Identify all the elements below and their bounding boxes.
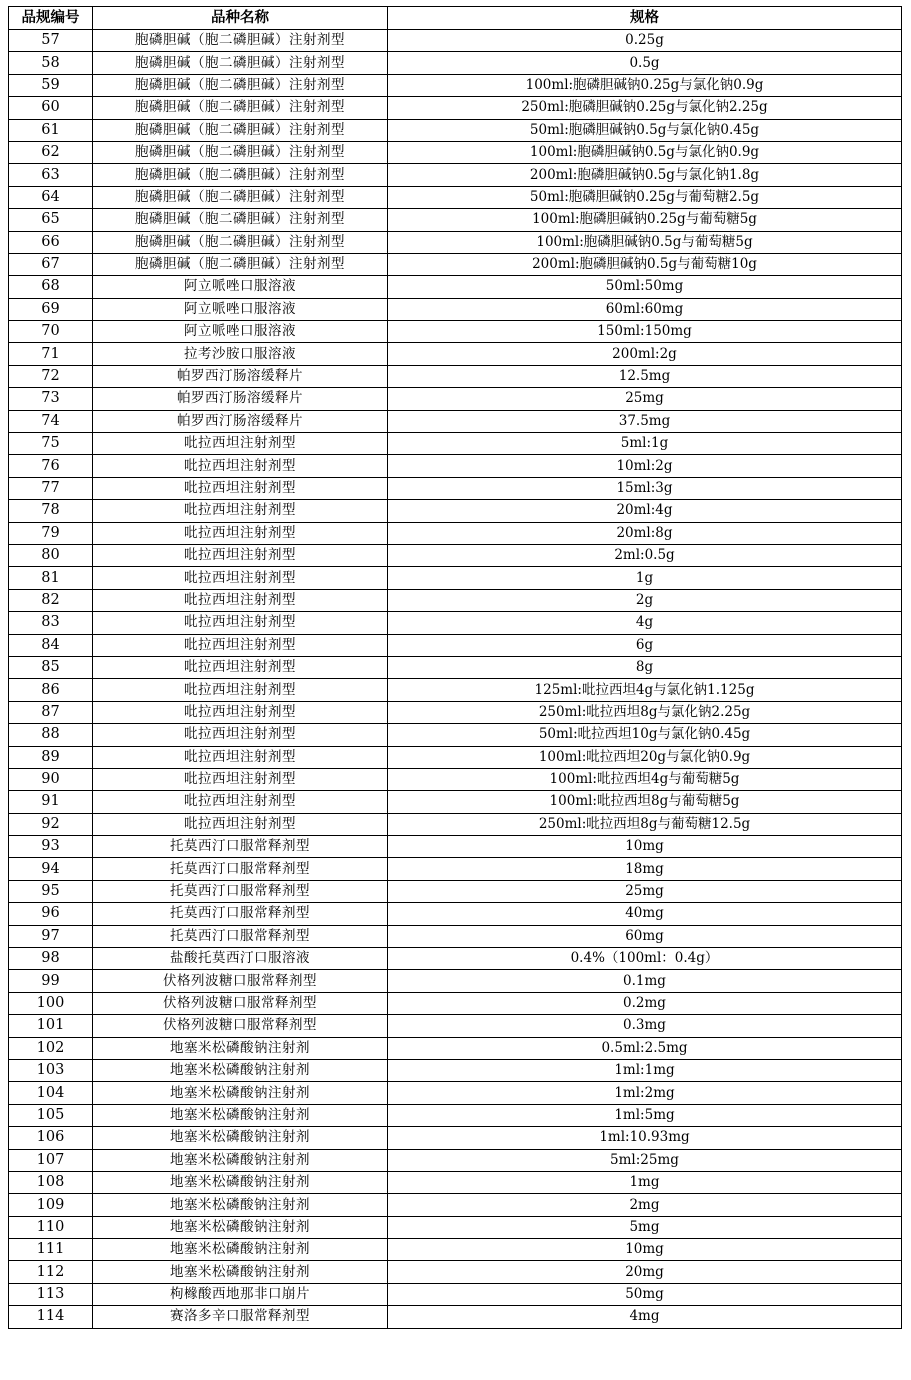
row-drug-name: 胞磷胆碱（胞二磷胆碱）注射剂型	[93, 97, 388, 119]
row-code: 86	[9, 679, 93, 701]
table-row	[9, 544, 902, 566]
row-drug-name: 帕罗西汀肠溶缓释片	[93, 410, 388, 432]
row-code: 93	[9, 836, 93, 858]
row-code: 97	[9, 925, 93, 947]
row-code: 72	[9, 365, 93, 387]
row-drug-name: 地塞米松磷酸钠注射剂	[93, 1127, 388, 1149]
table-row	[9, 209, 902, 231]
row-spec: 250ml:吡拉西坦8g与氯化钠2.25g	[388, 701, 902, 723]
row-spec: 200ml:胞磷胆碱钠0.5g与葡萄糖10g	[388, 253, 902, 275]
table-row	[9, 388, 902, 410]
row-drug-name: 阿立哌唑口服溶液	[93, 321, 388, 343]
row-code: 83	[9, 612, 93, 634]
table-row	[9, 52, 902, 74]
table-row	[9, 880, 902, 902]
table-row	[9, 1306, 902, 1328]
row-drug-name: 地塞米松磷酸钠注射剂	[93, 1261, 388, 1283]
table-row	[9, 500, 902, 522]
row-spec: 200ml:胞磷胆碱钠0.5g与氯化钠1.8g	[388, 164, 902, 186]
row-spec: 250ml:胞磷胆碱钠0.25g与氯化钠2.25g	[388, 97, 902, 119]
row-spec: 0.5ml:2.5mg	[388, 1037, 902, 1059]
row-code: 89	[9, 746, 93, 768]
table-row	[9, 746, 902, 768]
row-code: 110	[9, 1216, 93, 1238]
row-spec: 0.25g	[388, 30, 902, 52]
table-row	[9, 455, 902, 477]
table-row	[9, 612, 902, 634]
table-row	[9, 410, 902, 432]
table-row	[9, 1216, 902, 1238]
row-code: 109	[9, 1194, 93, 1216]
row-drug-name: 吡拉西坦注射剂型	[93, 791, 388, 813]
table-row	[9, 589, 902, 611]
row-spec: 250ml:吡拉西坦8g与葡萄糖12.5g	[388, 813, 902, 835]
row-drug-name: 托莫西汀口服常释剂型	[93, 925, 388, 947]
row-drug-name: 吡拉西坦注射剂型	[93, 477, 388, 499]
row-drug-name: 吡拉西坦注射剂型	[93, 656, 388, 678]
row-code: 82	[9, 589, 93, 611]
row-code: 61	[9, 119, 93, 141]
row-spec: 2mg	[388, 1194, 902, 1216]
row-drug-name: 吡拉西坦注射剂型	[93, 813, 388, 835]
table-row	[9, 433, 902, 455]
row-drug-name: 赛洛多辛口服常释剂型	[93, 1306, 388, 1328]
row-spec: 25mg	[388, 880, 902, 902]
row-code: 102	[9, 1037, 93, 1059]
row-code: 60	[9, 97, 93, 119]
row-spec: 0.3mg	[388, 1015, 902, 1037]
row-drug-name: 吡拉西坦注射剂型	[93, 724, 388, 746]
row-spec: 10ml:2g	[388, 455, 902, 477]
row-drug-name: 吡拉西坦注射剂型	[93, 455, 388, 477]
table-row	[9, 477, 902, 499]
row-spec: 8g	[388, 656, 902, 678]
row-code: 80	[9, 544, 93, 566]
table-row	[9, 321, 902, 343]
row-code: 58	[9, 52, 93, 74]
table-row	[9, 836, 902, 858]
row-spec: 100ml:吡拉西坦20g与氯化钠0.9g	[388, 746, 902, 768]
row-code: 111	[9, 1239, 93, 1261]
row-drug-name: 地塞米松磷酸钠注射剂	[93, 1171, 388, 1193]
row-code: 95	[9, 880, 93, 902]
row-drug-name: 吡拉西坦注射剂型	[93, 768, 388, 790]
table-row	[9, 1015, 902, 1037]
row-code: 84	[9, 634, 93, 656]
row-code: 76	[9, 455, 93, 477]
row-spec: 0.1mg	[388, 970, 902, 992]
table-row	[9, 141, 902, 163]
row-code: 79	[9, 522, 93, 544]
row-drug-name: 伏格列波糖口服常释剂型	[93, 970, 388, 992]
table-row	[9, 634, 902, 656]
table-row	[9, 1239, 902, 1261]
row-code: 85	[9, 656, 93, 678]
row-code: 88	[9, 724, 93, 746]
row-drug-name: 枸橼酸西地那非口崩片	[93, 1283, 388, 1305]
row-spec: 0.5g	[388, 52, 902, 74]
row-code: 100	[9, 992, 93, 1014]
row-spec: 100ml:胞磷胆碱钠0.5g与氯化钠0.9g	[388, 141, 902, 163]
row-drug-name: 吡拉西坦注射剂型	[93, 612, 388, 634]
table-row	[9, 30, 902, 52]
row-drug-name: 吡拉西坦注射剂型	[93, 634, 388, 656]
row-drug-name: 地塞米松磷酸钠注射剂	[93, 1216, 388, 1238]
row-code: 62	[9, 141, 93, 163]
row-spec: 60ml:60mg	[388, 298, 902, 320]
row-code: 112	[9, 1261, 93, 1283]
table-row	[9, 656, 902, 678]
table-row	[9, 1127, 902, 1149]
row-spec: 100ml:吡拉西坦8g与葡萄糖5g	[388, 791, 902, 813]
table-row	[9, 1171, 902, 1193]
row-spec: 100ml:胞磷胆碱钠0.5g与葡萄糖5g	[388, 231, 902, 253]
row-code: 67	[9, 253, 93, 275]
row-spec: 1ml:2mg	[388, 1082, 902, 1104]
table-row	[9, 970, 902, 992]
row-spec: 100ml:胞磷胆碱钠0.25g与氯化钠0.9g	[388, 74, 902, 96]
row-drug-name: 地塞米松磷酸钠注射剂	[93, 1104, 388, 1126]
row-drug-name: 吡拉西坦注射剂型	[93, 544, 388, 566]
row-code: 69	[9, 298, 93, 320]
table-row	[9, 1283, 902, 1305]
row-spec: 100ml:吡拉西坦4g与葡萄糖5g	[388, 768, 902, 790]
row-drug-name: 吡拉西坦注射剂型	[93, 522, 388, 544]
row-spec: 20mg	[388, 1261, 902, 1283]
row-spec: 6g	[388, 634, 902, 656]
row-drug-name: 托莫西汀口服常释剂型	[93, 880, 388, 902]
row-code: 57	[9, 30, 93, 52]
row-code: 78	[9, 500, 93, 522]
row-code: 66	[9, 231, 93, 253]
table-row	[9, 903, 902, 925]
row-drug-name: 胞磷胆碱（胞二磷胆碱）注射剂型	[93, 119, 388, 141]
row-spec: 5mg	[388, 1216, 902, 1238]
row-drug-name: 帕罗西汀肠溶缓释片	[93, 365, 388, 387]
row-drug-name: 地塞米松磷酸钠注射剂	[93, 1059, 388, 1081]
row-drug-name: 地塞米松磷酸钠注射剂	[93, 1194, 388, 1216]
row-code: 94	[9, 858, 93, 880]
row-spec: 2g	[388, 589, 902, 611]
table-row	[9, 813, 902, 835]
table-row	[9, 1059, 902, 1081]
row-code: 106	[9, 1127, 93, 1149]
row-code: 108	[9, 1171, 93, 1193]
row-drug-name: 胞磷胆碱（胞二磷胆碱）注射剂型	[93, 231, 388, 253]
row-spec: 10mg	[388, 836, 902, 858]
row-drug-name: 地塞米松磷酸钠注射剂	[93, 1239, 388, 1261]
row-spec: 1ml:1mg	[388, 1059, 902, 1081]
row-spec: 18mg	[388, 858, 902, 880]
table-row	[9, 768, 902, 790]
row-code: 81	[9, 567, 93, 589]
table-row	[9, 1104, 902, 1126]
row-code: 63	[9, 164, 93, 186]
table-row	[9, 567, 902, 589]
row-code: 104	[9, 1082, 93, 1104]
drug-spec-table	[8, 6, 902, 1329]
row-code: 59	[9, 74, 93, 96]
row-code: 91	[9, 791, 93, 813]
table-row	[9, 925, 902, 947]
row-spec: 60mg	[388, 925, 902, 947]
row-spec: 0.2mg	[388, 992, 902, 1014]
row-drug-name: 胞磷胆碱（胞二磷胆碱）注射剂型	[93, 253, 388, 275]
row-code: 75	[9, 433, 93, 455]
row-drug-name: 胞磷胆碱（胞二磷胆碱）注射剂型	[93, 74, 388, 96]
row-drug-name: 吡拉西坦注射剂型	[93, 500, 388, 522]
row-code: 87	[9, 701, 93, 723]
row-spec: 1mg	[388, 1171, 902, 1193]
row-drug-name: 伏格列波糖口服常释剂型	[93, 992, 388, 1014]
row-spec: 1g	[388, 567, 902, 589]
table-row	[9, 701, 902, 723]
table-row	[9, 724, 902, 746]
row-code: 90	[9, 768, 93, 790]
row-drug-name: 胞磷胆碱（胞二磷胆碱）注射剂型	[93, 164, 388, 186]
table-row	[9, 74, 902, 96]
row-code: 64	[9, 186, 93, 208]
table-row	[9, 119, 902, 141]
row-spec: 150ml:150mg	[388, 321, 902, 343]
header-code: 品规编号	[9, 7, 93, 30]
table-row	[9, 186, 902, 208]
row-drug-name: 托莫西汀口服常释剂型	[93, 858, 388, 880]
row-spec: 100ml:胞磷胆碱钠0.25g与葡萄糖5g	[388, 209, 902, 231]
table-row	[9, 253, 902, 275]
table-row	[9, 164, 902, 186]
row-code: 114	[9, 1306, 93, 1328]
row-spec: 125ml:吡拉西坦4g与氯化钠1.125g	[388, 679, 902, 701]
table-row	[9, 858, 902, 880]
row-spec: 4g	[388, 612, 902, 634]
row-code: 70	[9, 321, 93, 343]
row-drug-name: 胞磷胆碱（胞二磷胆碱）注射剂型	[93, 209, 388, 231]
row-spec: 15ml:3g	[388, 477, 902, 499]
row-code: 68	[9, 276, 93, 298]
table-row	[9, 1261, 902, 1283]
row-code: 99	[9, 970, 93, 992]
table-row	[9, 1149, 902, 1171]
row-spec: 12.5mg	[388, 365, 902, 387]
row-spec: 50ml:吡拉西坦10g与氯化钠0.45g	[388, 724, 902, 746]
table-row	[9, 365, 902, 387]
row-drug-name: 吡拉西坦注射剂型	[93, 433, 388, 455]
table-row	[9, 1037, 902, 1059]
row-code: 96	[9, 903, 93, 925]
row-spec: 50ml:胞磷胆碱钠0.5g与氯化钠0.45g	[388, 119, 902, 141]
row-code: 101	[9, 1015, 93, 1037]
row-drug-name: 地塞米松磷酸钠注射剂	[93, 1082, 388, 1104]
row-drug-name: 吡拉西坦注射剂型	[93, 567, 388, 589]
row-drug-name: 托莫西汀口服常释剂型	[93, 903, 388, 925]
row-code: 113	[9, 1283, 93, 1305]
row-spec: 50mg	[388, 1283, 902, 1305]
row-drug-name: 地塞米松磷酸钠注射剂	[93, 1037, 388, 1059]
table-row	[9, 522, 902, 544]
row-spec: 2ml:0.5g	[388, 544, 902, 566]
row-drug-name: 盐酸托莫西汀口服溶液	[93, 948, 388, 970]
table-row	[9, 992, 902, 1014]
row-drug-name: 胞磷胆碱（胞二磷胆碱）注射剂型	[93, 52, 388, 74]
row-spec: 25mg	[388, 388, 902, 410]
row-drug-name: 阿立哌唑口服溶液	[93, 276, 388, 298]
row-spec: 1ml:5mg	[388, 1104, 902, 1126]
row-spec: 0.4%（100ml：0.4g）	[388, 948, 902, 970]
spec-table-sheet	[8, 6, 901, 1329]
row-code: 71	[9, 343, 93, 365]
row-spec: 40mg	[388, 903, 902, 925]
row-spec: 50ml:胞磷胆碱钠0.25g与葡萄糖2.5g	[388, 186, 902, 208]
row-code: 74	[9, 410, 93, 432]
row-spec: 5ml:25mg	[388, 1149, 902, 1171]
row-spec: 1ml:10.93mg	[388, 1127, 902, 1149]
row-spec: 5ml:1g	[388, 433, 902, 455]
row-code: 65	[9, 209, 93, 231]
row-spec: 10mg	[388, 1239, 902, 1261]
row-code: 98	[9, 948, 93, 970]
table-row	[9, 231, 902, 253]
row-spec: 200ml:2g	[388, 343, 902, 365]
row-spec: 37.5mg	[388, 410, 902, 432]
row-spec: 20ml:4g	[388, 500, 902, 522]
table-row	[9, 791, 902, 813]
row-drug-name: 胞磷胆碱（胞二磷胆碱）注射剂型	[93, 30, 388, 52]
table-row	[9, 97, 902, 119]
row-drug-name: 伏格列波糖口服常释剂型	[93, 1015, 388, 1037]
table-row	[9, 343, 902, 365]
row-code: 92	[9, 813, 93, 835]
row-code: 107	[9, 1149, 93, 1171]
row-code: 77	[9, 477, 93, 499]
row-drug-name: 吡拉西坦注射剂型	[93, 701, 388, 723]
header-spec: 规格	[388, 7, 902, 30]
header-drug-name: 品种名称	[93, 7, 388, 30]
row-code: 103	[9, 1059, 93, 1081]
row-code: 73	[9, 388, 93, 410]
row-spec: 4mg	[388, 1306, 902, 1328]
row-drug-name: 地塞米松磷酸钠注射剂	[93, 1149, 388, 1171]
row-spec: 20ml:8g	[388, 522, 902, 544]
table-body	[9, 30, 902, 1329]
row-drug-name: 吡拉西坦注射剂型	[93, 746, 388, 768]
table-row	[9, 276, 902, 298]
row-spec: 50ml:50mg	[388, 276, 902, 298]
table-row	[9, 1194, 902, 1216]
table-row	[9, 948, 902, 970]
row-drug-name: 吡拉西坦注射剂型	[93, 589, 388, 611]
row-drug-name: 帕罗西汀肠溶缓释片	[93, 388, 388, 410]
table-row	[9, 298, 902, 320]
header-row	[9, 7, 902, 30]
row-drug-name: 胞磷胆碱（胞二磷胆碱）注射剂型	[93, 186, 388, 208]
row-drug-name: 阿立哌唑口服溶液	[93, 298, 388, 320]
table-row	[9, 1082, 902, 1104]
row-drug-name: 托莫西汀口服常释剂型	[93, 836, 388, 858]
row-drug-name: 胞磷胆碱（胞二磷胆碱）注射剂型	[93, 141, 388, 163]
row-drug-name: 拉考沙胺口服溶液	[93, 343, 388, 365]
row-code: 105	[9, 1104, 93, 1126]
row-drug-name: 吡拉西坦注射剂型	[93, 679, 388, 701]
table-row	[9, 679, 902, 701]
